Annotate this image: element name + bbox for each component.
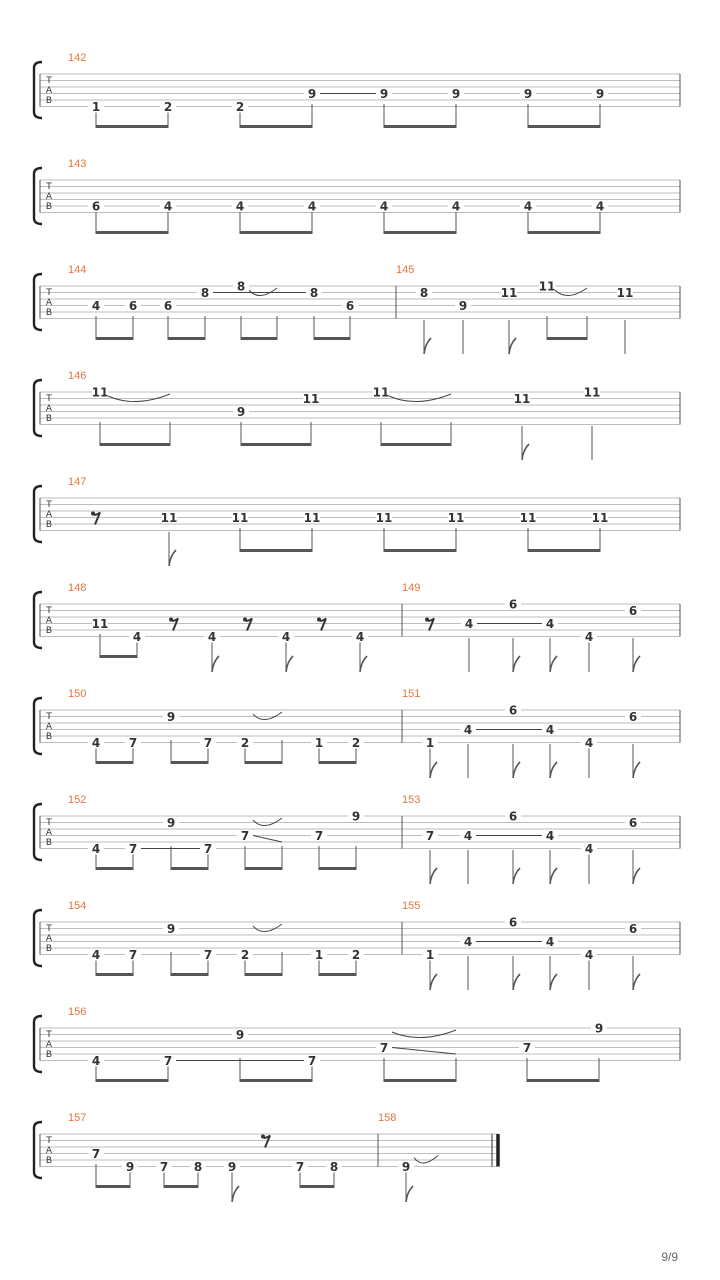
fret-number: 8 <box>329 1160 339 1174</box>
note-flag <box>406 1186 413 1202</box>
tab-clef-letter: B <box>45 308 53 318</box>
beam <box>384 125 456 128</box>
note-flag <box>212 656 219 672</box>
fret-number: 9 <box>523 87 533 101</box>
fret-number: 4 <box>91 736 101 750</box>
fret-number: 4 <box>463 829 473 843</box>
fret-number: 7 <box>522 1041 532 1055</box>
beam <box>171 973 208 976</box>
tab-clef-letter: B <box>45 1156 53 1166</box>
beam <box>96 337 133 340</box>
tab-clef-letter: B <box>45 202 53 212</box>
beam <box>547 337 587 340</box>
system-bracket <box>34 698 42 754</box>
tab-system <box>34 582 680 672</box>
tab-system <box>34 1006 680 1082</box>
tab-clef-letter: T <box>46 76 52 86</box>
tab-clef-letter: T <box>46 288 52 298</box>
tab-clef-letter: T <box>46 500 52 510</box>
fret-number: 6 <box>508 703 518 718</box>
fret-number: 4 <box>91 1054 101 1068</box>
fret-number: 6 <box>628 816 638 830</box>
fret-number: 11 <box>160 511 178 525</box>
system-bracket <box>34 380 42 436</box>
fret-number: 7 <box>128 842 138 856</box>
tab-clef-letter: T <box>46 712 52 722</box>
slide <box>392 1048 456 1055</box>
fret-number: 9 <box>125 1160 135 1174</box>
fret-number: 4 <box>379 199 389 214</box>
fret-number: 11 <box>91 385 109 400</box>
fret-number: 4 <box>207 630 217 644</box>
note-flag <box>550 762 557 778</box>
system-bracket <box>34 62 42 118</box>
fret-number: 9 <box>235 1028 245 1042</box>
fret-number: 11 <box>447 511 465 525</box>
fret-number: 4 <box>584 842 594 856</box>
fret-number: 6 <box>128 299 138 313</box>
tie <box>249 288 277 296</box>
measure-number: 148 <box>68 582 87 594</box>
fret-number: 11 <box>513 392 531 406</box>
beam <box>100 655 137 658</box>
beam <box>168 337 205 340</box>
tab-clef-letter: A <box>45 1146 53 1156</box>
tab-clef-letter: T <box>46 606 52 616</box>
system-bracket <box>34 910 42 966</box>
fret-number: 9 <box>379 87 389 101</box>
fret-number: 4 <box>545 829 555 843</box>
tie <box>414 1156 438 1164</box>
beam <box>314 337 350 340</box>
tab-clef-letter: T <box>46 394 52 404</box>
beam <box>381 443 451 446</box>
fret-number: 6 <box>628 922 638 936</box>
measure-number: 143 <box>68 158 87 170</box>
fret-number: 4 <box>307 199 317 214</box>
tab-system <box>34 1112 498 1202</box>
measure-number: 152 <box>68 794 87 806</box>
note-flag <box>513 974 520 990</box>
note-flag <box>169 550 176 566</box>
beam <box>319 973 356 976</box>
tab-clef-letter: A <box>45 616 53 626</box>
beam <box>171 761 208 764</box>
tab-system <box>34 52 680 128</box>
beam <box>241 443 311 446</box>
tab-clef-letter: A <box>45 1040 53 1050</box>
fret-number: 4 <box>463 935 473 949</box>
tab-clef-letter: A <box>45 404 53 414</box>
beam <box>527 1079 599 1082</box>
fret-number: 4 <box>523 199 533 214</box>
note-flag <box>513 762 520 778</box>
tab-clef-letter: A <box>45 86 53 96</box>
beam <box>240 549 312 552</box>
fret-number: 11 <box>375 511 393 525</box>
note-flag <box>360 656 367 672</box>
fret-number: 6 <box>628 710 638 724</box>
beam <box>528 125 600 128</box>
fret-number: 1 <box>425 736 435 750</box>
beam <box>245 761 282 764</box>
beam <box>96 125 168 128</box>
fret-number: 1 <box>314 948 324 962</box>
fret-number: 2 <box>351 948 361 962</box>
beam <box>300 1185 334 1188</box>
fret-number: 1 <box>425 948 435 962</box>
fret-number: 4 <box>463 723 473 737</box>
measure-number: 145 <box>396 264 415 276</box>
fret-number: 4 <box>281 630 291 644</box>
fret-number: 11 <box>591 511 609 525</box>
fret-number: 11 <box>519 511 537 525</box>
fret-number: 4 <box>91 842 101 856</box>
fret-number: 11 <box>303 511 321 525</box>
measure-number: 155 <box>402 900 421 912</box>
note-flag <box>633 656 640 672</box>
fret-number: 4 <box>91 299 101 313</box>
note-flag <box>513 656 520 672</box>
tab-clef-letter: T <box>46 924 52 934</box>
fret-number: 9 <box>227 1160 237 1174</box>
tab-clef-letter: A <box>45 298 53 308</box>
fret-number: 9 <box>595 87 605 101</box>
fret-number: 4 <box>235 199 245 214</box>
note-flag <box>430 974 437 990</box>
fret-number: 2 <box>163 100 173 114</box>
tab-clef-letter: A <box>45 828 53 838</box>
note-flag <box>522 444 529 460</box>
tab-clef-letter: T <box>46 818 52 828</box>
fret-number: 9 <box>236 405 246 419</box>
fret-number: 6 <box>508 915 518 930</box>
fret-number: 4 <box>595 199 605 214</box>
tab-system <box>34 264 680 354</box>
fret-number: 8 <box>236 279 246 294</box>
tab-clef-letter: T <box>46 1030 52 1040</box>
measure-number: 147 <box>68 476 87 488</box>
note-flag <box>550 868 557 884</box>
beam <box>319 867 356 870</box>
beam <box>96 1185 130 1188</box>
fret-number: 7 <box>128 948 138 962</box>
note-flag <box>633 762 640 778</box>
note-flag <box>286 656 293 672</box>
tie <box>253 818 282 826</box>
tab-clef-letter: B <box>45 1050 53 1060</box>
fret-number: 9 <box>594 1021 604 1036</box>
beam <box>384 549 456 552</box>
beam <box>96 1079 168 1082</box>
tie <box>555 288 587 296</box>
rest-dot <box>317 618 321 622</box>
note-flag <box>513 868 520 884</box>
system-bracket <box>34 804 42 860</box>
measure-number: 156 <box>68 1006 87 1018</box>
beam <box>241 337 277 340</box>
fret-number: 2 <box>240 736 250 750</box>
fret-number: 7 <box>163 1054 173 1068</box>
measure-number: 158 <box>378 1112 397 1124</box>
fret-number: 6 <box>508 597 518 612</box>
fret-number: 4 <box>545 617 555 631</box>
fret-number: 9 <box>166 710 176 724</box>
tab-clef-letter: T <box>46 182 52 192</box>
fret-number: 11 <box>500 286 518 300</box>
note-flag <box>509 338 516 354</box>
tab-clef-letter: B <box>45 732 53 742</box>
tab-clef-letter: A <box>45 722 53 732</box>
system-bracket <box>34 486 42 542</box>
fret-number: 11 <box>302 392 320 406</box>
fret-number: 2 <box>351 736 361 750</box>
fret-number: 6 <box>628 604 638 618</box>
system-bracket <box>34 274 42 330</box>
tie <box>389 394 451 402</box>
note-flag <box>633 974 640 990</box>
tie <box>392 1030 456 1038</box>
fret-number: 6 <box>508 809 518 824</box>
beam <box>245 973 282 976</box>
system-bracket <box>34 168 42 224</box>
fret-number: 7 <box>295 1160 305 1174</box>
fret-number: 11 <box>231 511 249 525</box>
fret-number: 7 <box>159 1160 169 1174</box>
rest-dot <box>91 512 95 516</box>
fret-number: 7 <box>425 829 435 843</box>
beam <box>240 231 312 234</box>
fret-number: 4 <box>132 630 142 644</box>
beam <box>96 231 168 234</box>
fret-number: 7 <box>314 829 324 843</box>
measure-number: 142 <box>68 52 87 64</box>
rest-dot <box>425 618 429 622</box>
fret-number: 9 <box>458 299 468 313</box>
fret-number: 7 <box>91 1147 101 1161</box>
fret-number: 4 <box>545 935 555 949</box>
fret-number: 7 <box>128 736 138 750</box>
beam <box>528 549 600 552</box>
fret-number: 4 <box>584 736 594 750</box>
measure-number: 144 <box>68 264 87 276</box>
note-flag <box>430 762 437 778</box>
fret-number: 9 <box>401 1160 411 1174</box>
fret-number: 4 <box>91 948 101 962</box>
fret-number: 4 <box>584 948 594 962</box>
fret-number: 7 <box>379 1041 389 1055</box>
fret-number: 4 <box>451 199 461 214</box>
fret-number: 9 <box>166 816 176 830</box>
measure-number: 149 <box>402 582 421 594</box>
tab-system <box>34 476 680 566</box>
tab-clef-letter: B <box>45 626 53 636</box>
fret-number: 6 <box>163 299 173 313</box>
note-flag <box>633 868 640 884</box>
beam <box>96 867 133 870</box>
fret-number: 7 <box>240 829 250 843</box>
fret-number: 1 <box>91 100 101 114</box>
tie <box>253 924 282 932</box>
fret-number: 4 <box>464 617 474 631</box>
fret-number: 6 <box>91 199 101 214</box>
fret-number: 8 <box>200 286 210 300</box>
fret-number: 7 <box>307 1054 317 1068</box>
slide <box>253 836 282 843</box>
note-flag <box>424 338 431 354</box>
system-bracket <box>34 1016 42 1072</box>
fret-number: 6 <box>345 299 355 313</box>
beam <box>240 1079 312 1082</box>
page-number: 9/9 <box>661 1250 678 1264</box>
rest-dot <box>169 618 173 622</box>
fret-number: 11 <box>538 279 556 294</box>
fret-number: 9 <box>351 809 361 824</box>
fret-number: 9 <box>166 922 176 936</box>
beam <box>384 1079 456 1082</box>
fret-number: 7 <box>203 842 213 856</box>
measure-number: 146 <box>68 370 87 382</box>
fret-number: 8 <box>419 286 429 300</box>
system-bracket <box>34 592 42 648</box>
rest-dot <box>261 1135 265 1139</box>
measure-number: 153 <box>402 794 421 806</box>
beam <box>96 973 133 976</box>
tab-clef-letter: B <box>45 520 53 530</box>
fret-number: 8 <box>193 1160 203 1174</box>
fret-number: 2 <box>235 100 245 114</box>
tab-clef-letter: A <box>45 934 53 944</box>
beam <box>100 443 170 446</box>
fret-number: 9 <box>307 87 317 101</box>
beam <box>171 867 208 870</box>
beam <box>240 125 312 128</box>
note-flag <box>550 974 557 990</box>
tab-system <box>34 688 680 778</box>
tab-clef-letter: B <box>45 838 53 848</box>
note-flag <box>550 656 557 672</box>
fret-number: 2 <box>240 948 250 962</box>
measure-number: 157 <box>68 1112 87 1124</box>
fret-number: 11 <box>616 286 634 300</box>
fret-number: 8 <box>309 286 319 300</box>
fret-number: 11 <box>372 385 390 400</box>
note-flag <box>232 1186 239 1202</box>
fret-number: 4 <box>163 199 173 214</box>
tab-system <box>34 370 680 460</box>
tie <box>253 712 282 720</box>
fret-number: 1 <box>314 736 324 750</box>
fret-number: 4 <box>545 723 555 737</box>
beam <box>528 231 600 234</box>
fret-number: 9 <box>451 87 461 101</box>
tab-clef-letter: B <box>45 944 53 954</box>
tab-system <box>34 794 680 884</box>
tab-system <box>34 900 680 990</box>
fret-number: 7 <box>203 948 213 962</box>
tab-system <box>34 158 680 234</box>
tab-clef-letter: B <box>45 96 53 106</box>
fret-number: 11 <box>583 385 601 400</box>
beam <box>245 867 282 870</box>
rest-dot <box>243 618 247 622</box>
fret-number: 4 <box>584 630 594 644</box>
fret-number: 4 <box>355 630 365 644</box>
measure-number: 154 <box>68 900 87 912</box>
tab-clef-letter: B <box>45 414 53 424</box>
measure-number: 150 <box>68 688 87 700</box>
fret-number: 11 <box>91 617 109 631</box>
beam <box>319 761 356 764</box>
beam <box>384 231 456 234</box>
note-flag <box>430 868 437 884</box>
system-bracket <box>34 1122 42 1178</box>
tab-clef-letter: A <box>45 510 53 520</box>
tie <box>108 394 170 402</box>
measure-number: 151 <box>402 688 421 700</box>
tab-clef-letter: A <box>45 192 53 202</box>
tab-clef-letter: T <box>46 1136 52 1146</box>
beam <box>96 761 133 764</box>
fret-number: 7 <box>203 736 213 750</box>
beam <box>164 1185 198 1188</box>
